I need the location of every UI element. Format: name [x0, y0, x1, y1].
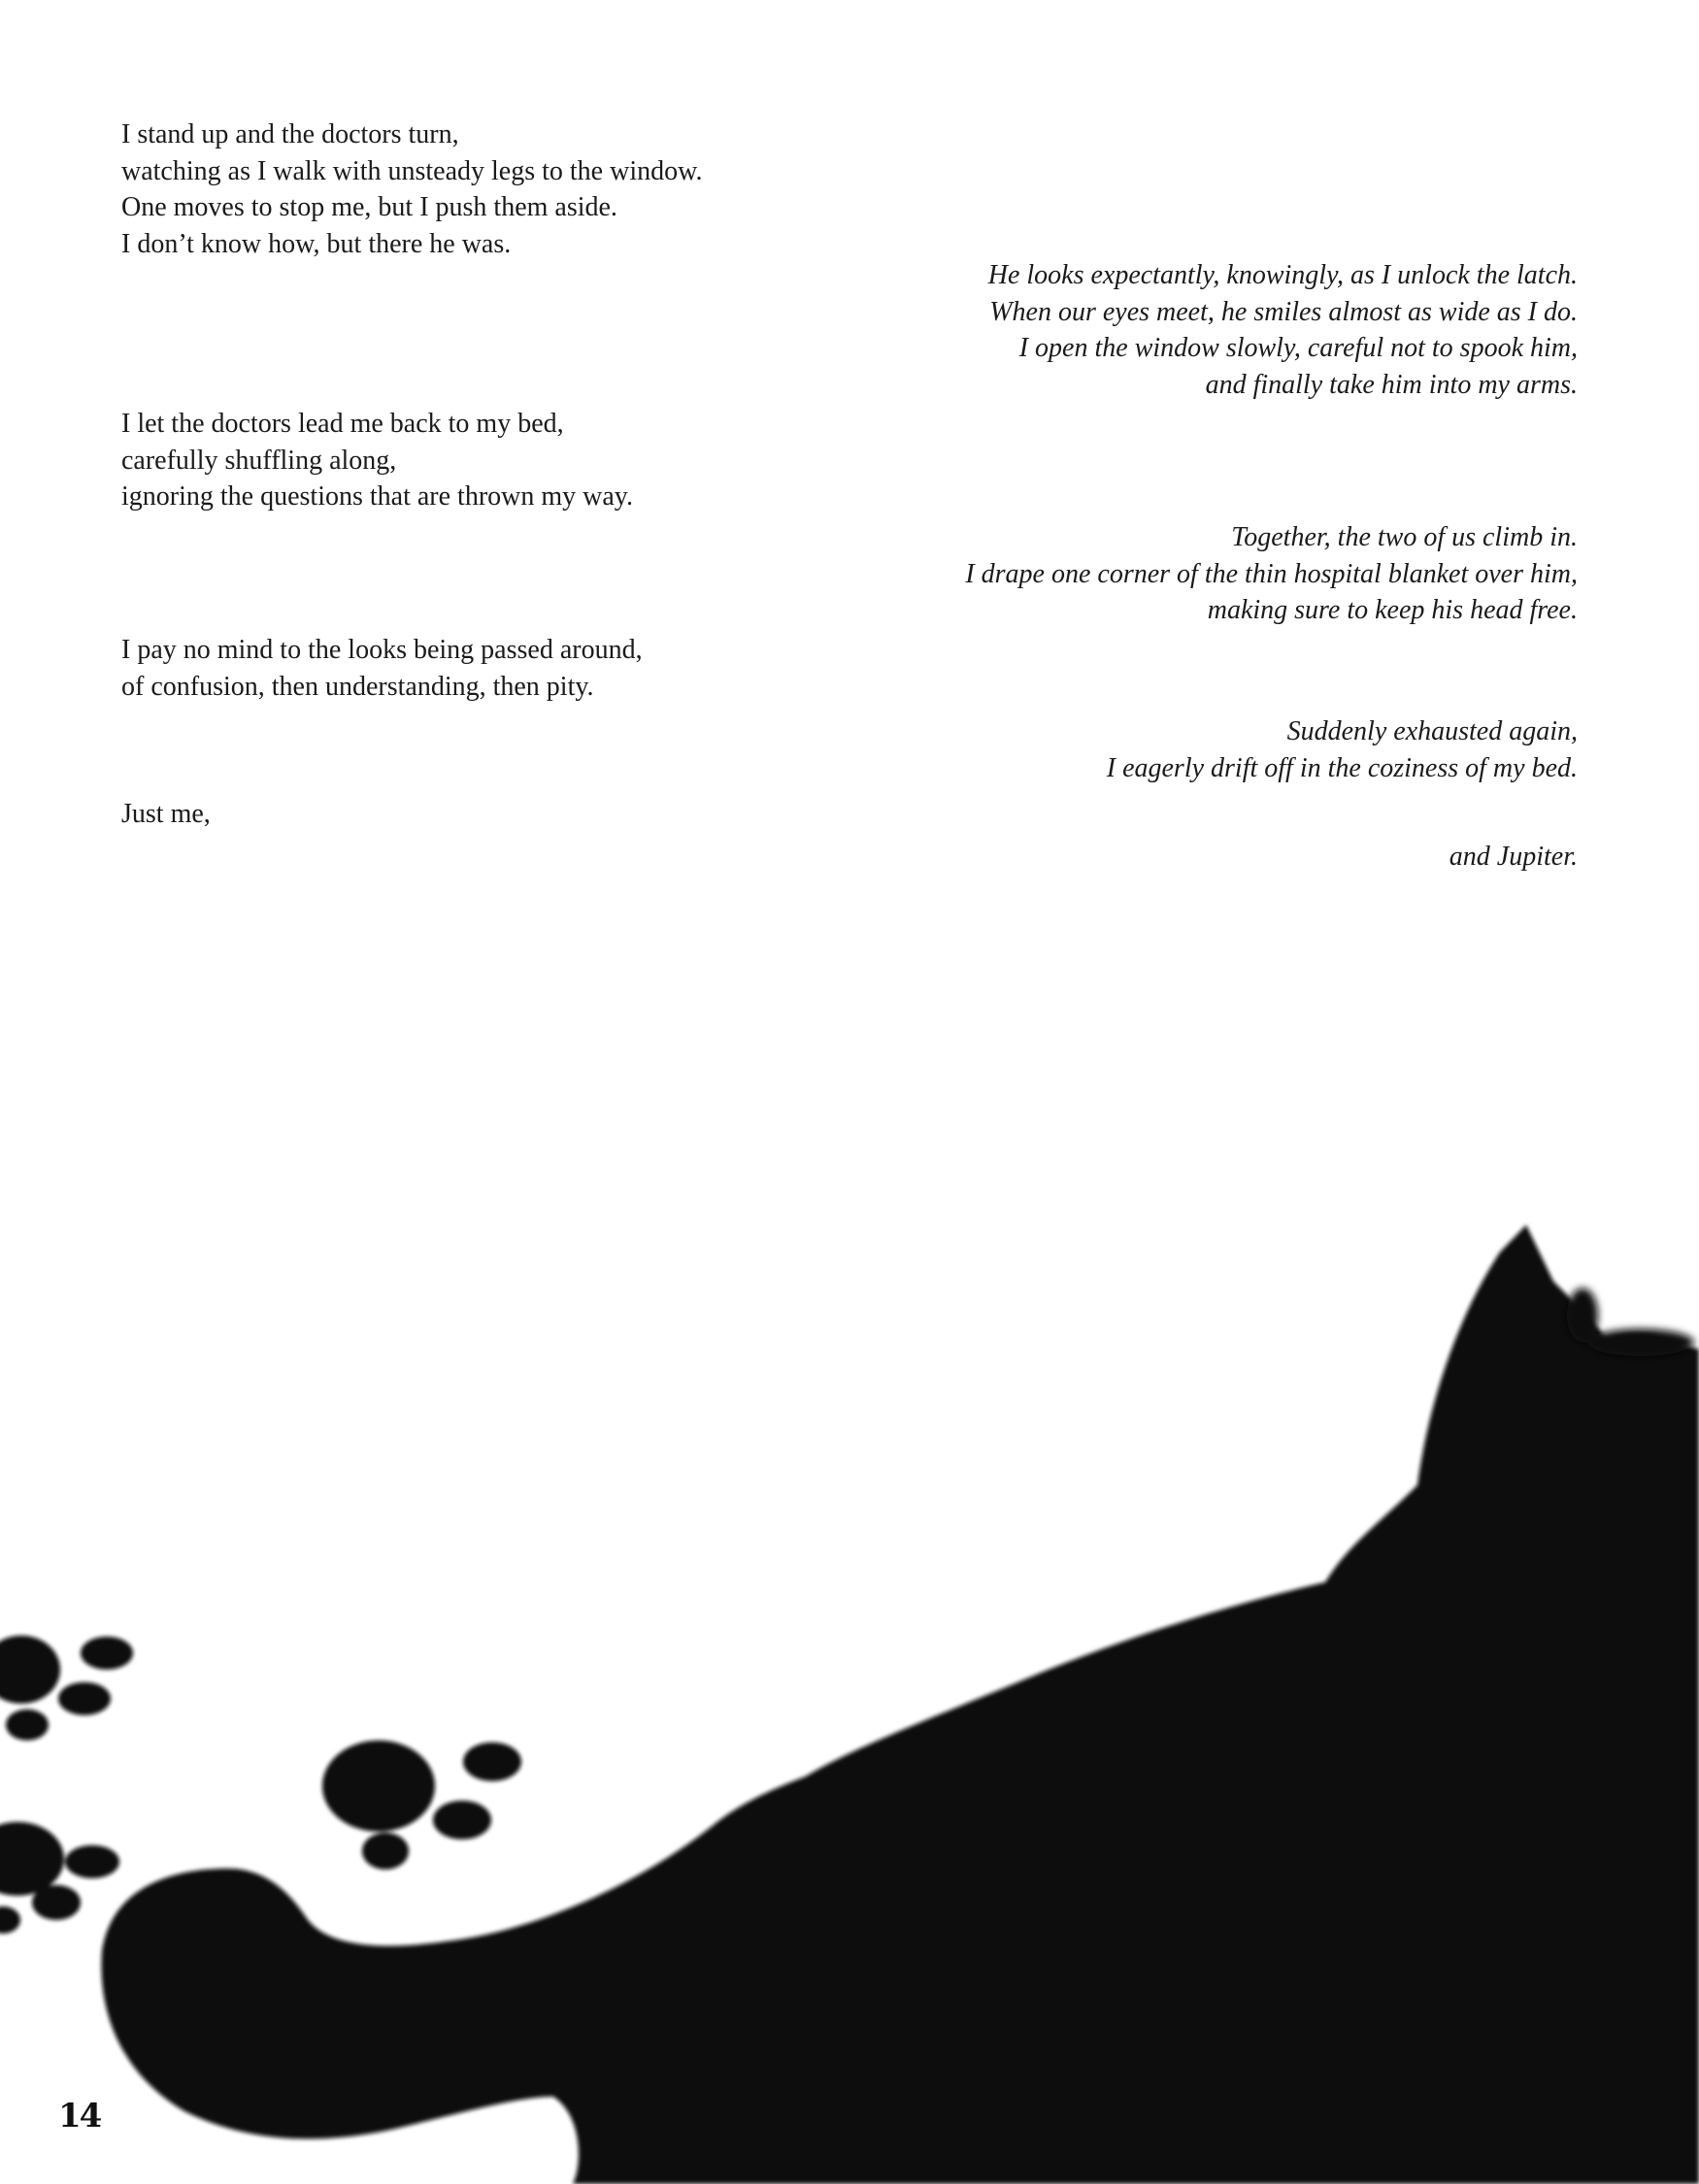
right-stanza-3 — [1107, 713, 1578, 786]
poem-line: I eagerly drift off in the coziness of my bed. — [1106, 752, 1578, 783]
poem-line: I don’t know how, but there he was. — [121, 228, 512, 259]
poem-line: One moves to stop me, but I push them aside. — [121, 192, 617, 222]
poem-line: Suddenly exhausted again, — [1286, 716, 1578, 746]
poem-line: When our eyes meet, he smiles almost as wide as I do. — [989, 296, 1578, 327]
left-stanza-2 — [121, 406, 633, 515]
right-stanza-2 — [965, 519, 1578, 629]
paw-print-top-left — [0, 1636, 133, 1740]
poem-line: of confusion, then understanding, then pity. — [121, 671, 594, 702]
left-stanza-1 — [121, 116, 703, 262]
paw-print-middle — [322, 1740, 521, 1870]
right-stanza-4 — [1449, 839, 1578, 876]
poem-line: ignoring the questions that are thrown my way. — [121, 481, 633, 512]
poem-line: carefully shuffling along, — [121, 445, 397, 476]
poem-line: Together, the two of us climb in. — [1231, 522, 1578, 552]
left-stanza-4 — [121, 796, 211, 833]
poem-line: I open the window slowly, careful not to spook him, — [1018, 333, 1578, 363]
poem-line: making sure to keep his head free. — [1207, 595, 1578, 625]
right-stanza-1 — [988, 257, 1578, 403]
poem-line: He looks expectantly, knowingly, as I unlock the latch. — [987, 260, 1578, 290]
poem-line: and Jupiter. — [1449, 842, 1578, 872]
poem-line: I drape one corner of the thin hospital blanket over him, — [965, 558, 1578, 589]
page-number: 14 — [58, 2097, 101, 2135]
poem-line: I pay no mind to the looks being passed around, — [121, 635, 643, 665]
poem-line: I stand up and the doctors turn, — [121, 119, 459, 149]
left-stanza-3 — [121, 632, 643, 705]
paw-print-bottom-left — [0, 1822, 119, 1934]
poem-line: watching as I walk with unsteady legs to the window. — [121, 155, 703, 186]
cat-silhouette — [101, 1225, 1699, 2184]
poem-line: Just me, — [121, 799, 211, 829]
poem-line: I let the doctors lead me back to my bed, — [121, 409, 564, 439]
poem-line: and finally take him into my arms. — [1205, 369, 1578, 400]
